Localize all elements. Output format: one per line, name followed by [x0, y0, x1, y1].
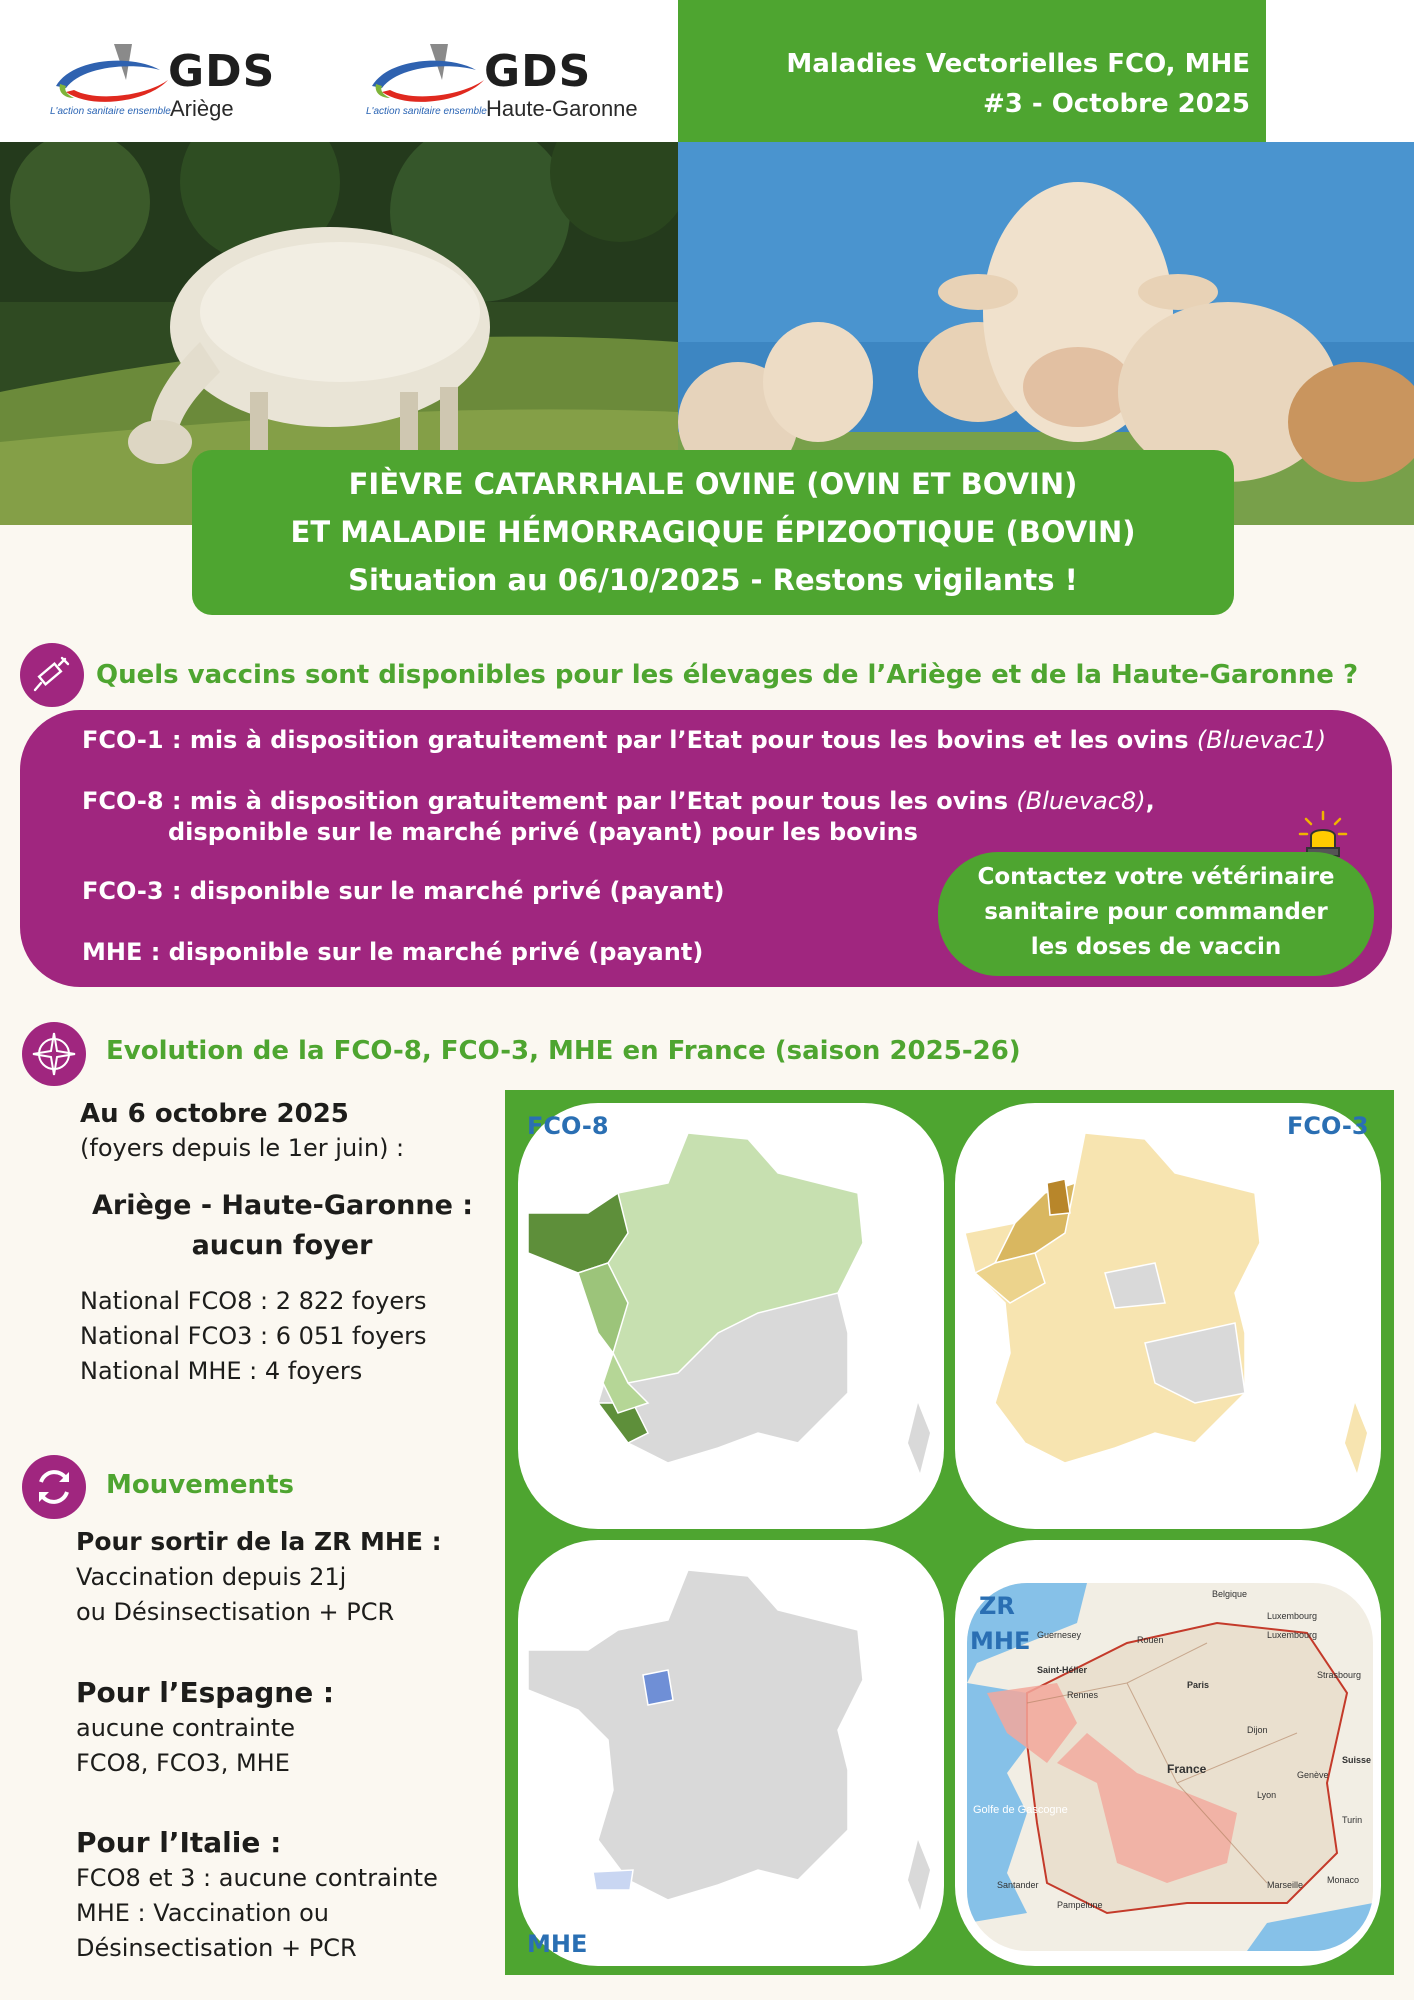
movement-zr-line-1: Vaccination depuis 21j [76, 1563, 347, 1591]
vaccine-fco1: FCO-1 : mis à disposition gratuitement par l’Etat pour tous les bovins et les ovins (Bluevac1) [82, 726, 1327, 754]
movement-spain-line-2: FCO8, FCO3, MHE [76, 1749, 290, 1777]
main-title-box [192, 450, 1234, 615]
road-label-santander: Santander [997, 1880, 1039, 1890]
gds-ariege-logo [40, 34, 350, 124]
map-fco3 [955, 1103, 1381, 1529]
vaccine-fco8-sub: disponible sur le marché privé (payant) pour les bovins [168, 818, 918, 846]
gds-swoosh-icon [368, 40, 488, 110]
movement-italy-line-2: MHE : Vaccination ou [76, 1899, 329, 1927]
title-line-1: FIÈVRE CATARRHALE OVINE (OVIN ET BOVIN) [348, 467, 1078, 501]
contact-line-2: sanitaire pour commander [984, 899, 1328, 925]
road-label-geneve: Genève [1297, 1770, 1329, 1780]
issue-title: Maladies Vectorielles FCO, MHE [786, 49, 1250, 79]
header [0, 0, 1414, 142]
map-fco3-label: FCO-3 [1287, 1112, 1369, 1140]
movement-spain-title: Pour l’Espagne : [76, 1676, 335, 1709]
mouvements-heading: Mouvements [106, 1470, 294, 1500]
logo-gds-text: GDS [484, 46, 592, 97]
issue-banner [678, 0, 1266, 142]
movement-zr-title: Pour sortir de la ZR MHE : [76, 1527, 442, 1556]
road-label-golfe-gascogne: Golfe de Gascogne [973, 1804, 1068, 1816]
logo-gds-text: GDS [168, 46, 276, 97]
national-mhe: National MHE : 4 foyers [80, 1357, 363, 1385]
logo-tagline: L'action sanitaire ensemble [366, 106, 487, 117]
national-fco3: National FCO3 : 6 051 foyers [80, 1322, 427, 1350]
road-label-belgique: Belgique [1212, 1589, 1248, 1599]
map-fco8-label: FCO-8 [527, 1112, 609, 1140]
road-label-lyon: Lyon [1257, 1790, 1277, 1800]
vaccine-fco8: FCO-8 : mis à disposition gratuitement par l’Etat pour tous les ovins (Bluevac8), [82, 787, 1155, 815]
road-label-turin: Turin [1342, 1815, 1363, 1825]
road-label-rennes: Rennes [1067, 1690, 1099, 1700]
map-fco8 [518, 1103, 944, 1529]
evolution-date-note: (foyers depuis le 1er juin) : [80, 1134, 405, 1162]
road-label-dijon: Dijon [1247, 1725, 1268, 1735]
vaccine-fco3: FCO-3 : disponible sur le marché privé (payant) [82, 877, 725, 905]
map-fco3-panel [955, 1103, 1381, 1529]
road-label-suisse: Suisse [1342, 1755, 1372, 1765]
vaccine-mhe: MHE : disponible sur le marché privé (payant) [82, 938, 704, 966]
local-status-line-2: aucun foyer [191, 1230, 373, 1261]
logo-region-text: Ariège [170, 96, 234, 121]
title-line-3: Situation au 06/10/2025 - Restons vigilants ! [348, 563, 1078, 597]
road-label-marseille: Marseille [1267, 1880, 1304, 1890]
national-fco8: National FCO8 : 2 822 foyers [80, 1287, 427, 1315]
road-label-luxembourg-city: Luxembourg [1267, 1630, 1318, 1640]
road-label-guernesey: Guernesey [1037, 1630, 1082, 1640]
evolution-heading: Evolution de la FCO-8, FCO-3, MHE en France (saison 2025-26) [106, 1036, 1021, 1066]
title-line-2: ET MALADIE HÉMORRAGIQUE ÉPIZOOTIQUE (BOVIN) [290, 515, 1136, 549]
gds-swoosh-icon [52, 40, 172, 110]
vaccines-heading: Quels vaccins sont disponibles pour les élevages de l’Ariège et de la Haute-Garonne ? [96, 660, 1359, 690]
road-label-france: France [1167, 1762, 1207, 1776]
refresh-icon [22, 1455, 86, 1519]
compass-icon [22, 1022, 86, 1086]
movement-zr-line-2: ou Désinsectisation + PCR [76, 1598, 395, 1626]
movement-italy-title: Pour l’Italie : [76, 1826, 282, 1859]
road-label-strasbourg: Strasbourg [1317, 1670, 1362, 1680]
issue-number: #3 - Octobre 2025 [982, 89, 1250, 119]
contact-vet-callout [938, 852, 1374, 976]
map-mhe [518, 1540, 944, 1966]
road-label-pampelune: Pampelune [1057, 1900, 1103, 1910]
map-zr-label-line-1: ZR [979, 1592, 1015, 1620]
movement-italy-line-3: Désinsectisation + PCR [76, 1934, 357, 1962]
road-label-rouen: Rouen [1137, 1635, 1164, 1645]
map-zr-label-line-2: MHE [970, 1627, 1031, 1655]
road-label-paris: Paris [1187, 1680, 1210, 1690]
contact-line-3: les doses de vaccin [1030, 934, 1282, 960]
map-mhe-label: MHE [527, 1930, 588, 1958]
map-fco8-panel [518, 1103, 944, 1529]
road-label-luxembourg-country: Luxembourg [1267, 1611, 1318, 1621]
gds-haute-garonne-logo [356, 34, 666, 124]
contact-line-1: Contactez votre vétérinaire [977, 864, 1335, 890]
movement-italy-line-1: FCO8 et 3 : aucune contrainte [76, 1864, 438, 1892]
movement-spain-line-1: aucune contrainte [76, 1714, 296, 1742]
map-mhe-panel [518, 1540, 944, 1966]
road-label-saint-helier: Saint-Hélier [1037, 1665, 1088, 1675]
logo-region-text: Haute-Garonne [486, 96, 638, 121]
local-status-line-1: Ariège - Haute-Garonne : [92, 1190, 474, 1221]
evolution-date: Au 6 octobre 2025 [80, 1099, 349, 1129]
road-label-monaco: Monaco [1327, 1875, 1360, 1885]
syringe-icon [20, 643, 84, 707]
logo-tagline: L'action sanitaire ensemble [50, 106, 171, 117]
